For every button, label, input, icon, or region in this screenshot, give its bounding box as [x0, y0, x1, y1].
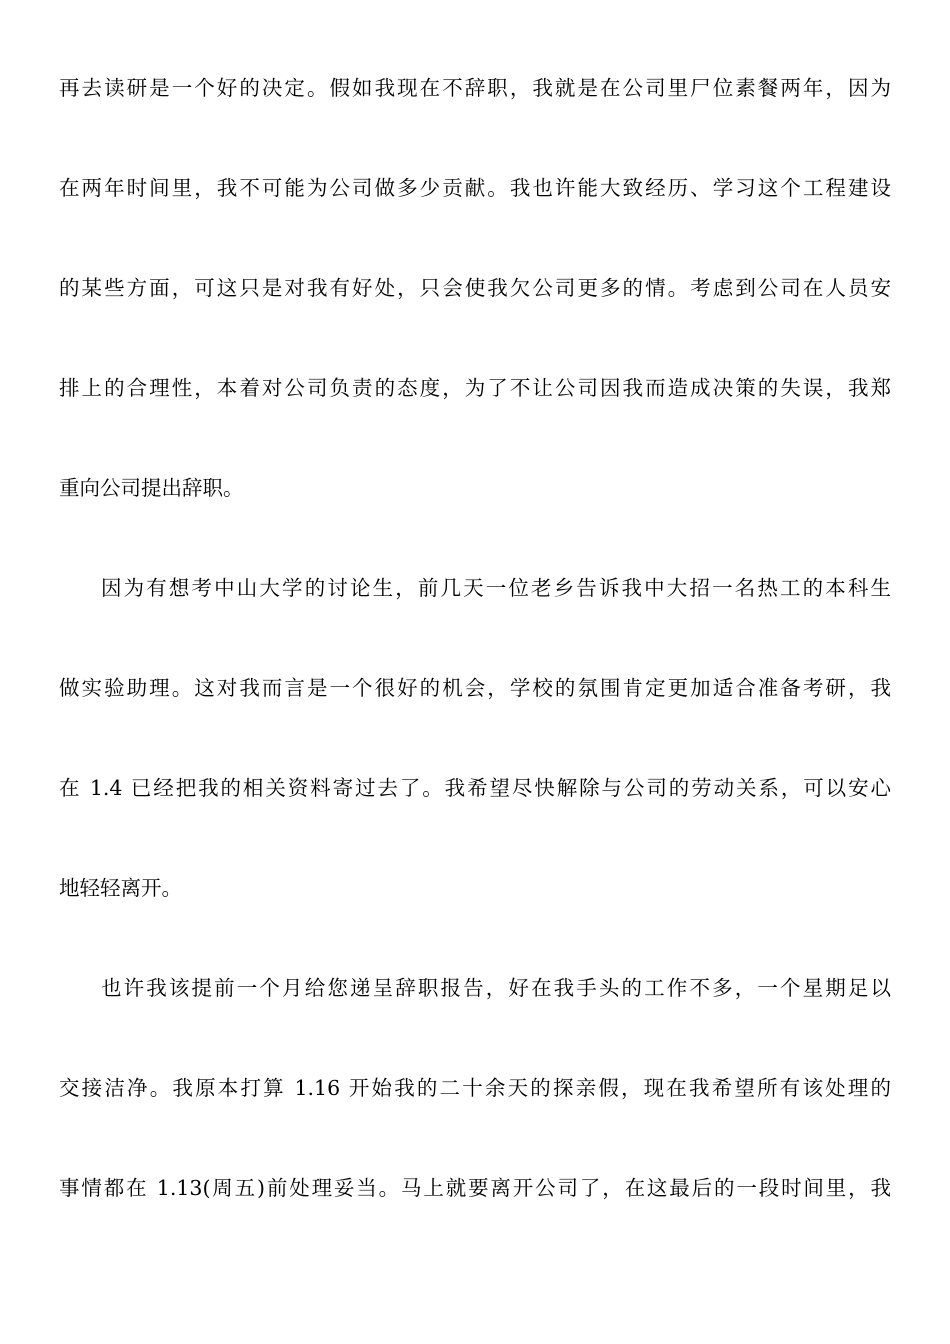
- paragraph-line: 也许我该提前一个月给您递呈辞职报告，好在我手头的工作不多，一个星期足以: [101, 976, 891, 1000]
- paragraph-line: 再去读研是一个好的决定。假如我现在不辞职，我就是在公司里尸位素餐两年，因为: [59, 76, 891, 100]
- paragraph-line: 重向公司提出辞职。: [59, 476, 244, 500]
- paragraph-line: 在 1.4 已经把我的相关资料寄过去了。我希望尽快解除与公司的劳动关系，可以安心: [59, 776, 891, 800]
- paragraph-line: 交接洁净。我原本打算 1.16 开始我的二十余天的探亲假，现在我希望所有该处理的: [59, 1076, 891, 1100]
- paragraph-line: 排上的合理性，本着对公司负责的态度，为了不让公司因我而造成决策的失误，我郑: [59, 376, 891, 400]
- paragraph-line: 事情都在 1.13(周五)前处理妥当。马上就要离开公司了，在这最后的一段时间里，我: [59, 1176, 891, 1200]
- paragraph-line: 在两年时间里，我不可能为公司做多少贡献。我也许能大致经历、学习这个工程建设: [59, 176, 891, 200]
- paragraph-line: 因为有想考中山大学的讨论生，前几天一位老乡告诉我中大招一名热工的本科生: [101, 576, 891, 600]
- paragraph-line: 地轻轻离开。: [59, 876, 182, 900]
- paragraph-line: 做实验助理。这对我而言是一个很好的机会，学校的氛围肯定更加适合准备考研，我: [59, 676, 891, 700]
- paragraph-line: 的某些方面，可这只是对我有好处，只会使我欠公司更多的情。考虑到公司在人员安: [59, 276, 891, 300]
